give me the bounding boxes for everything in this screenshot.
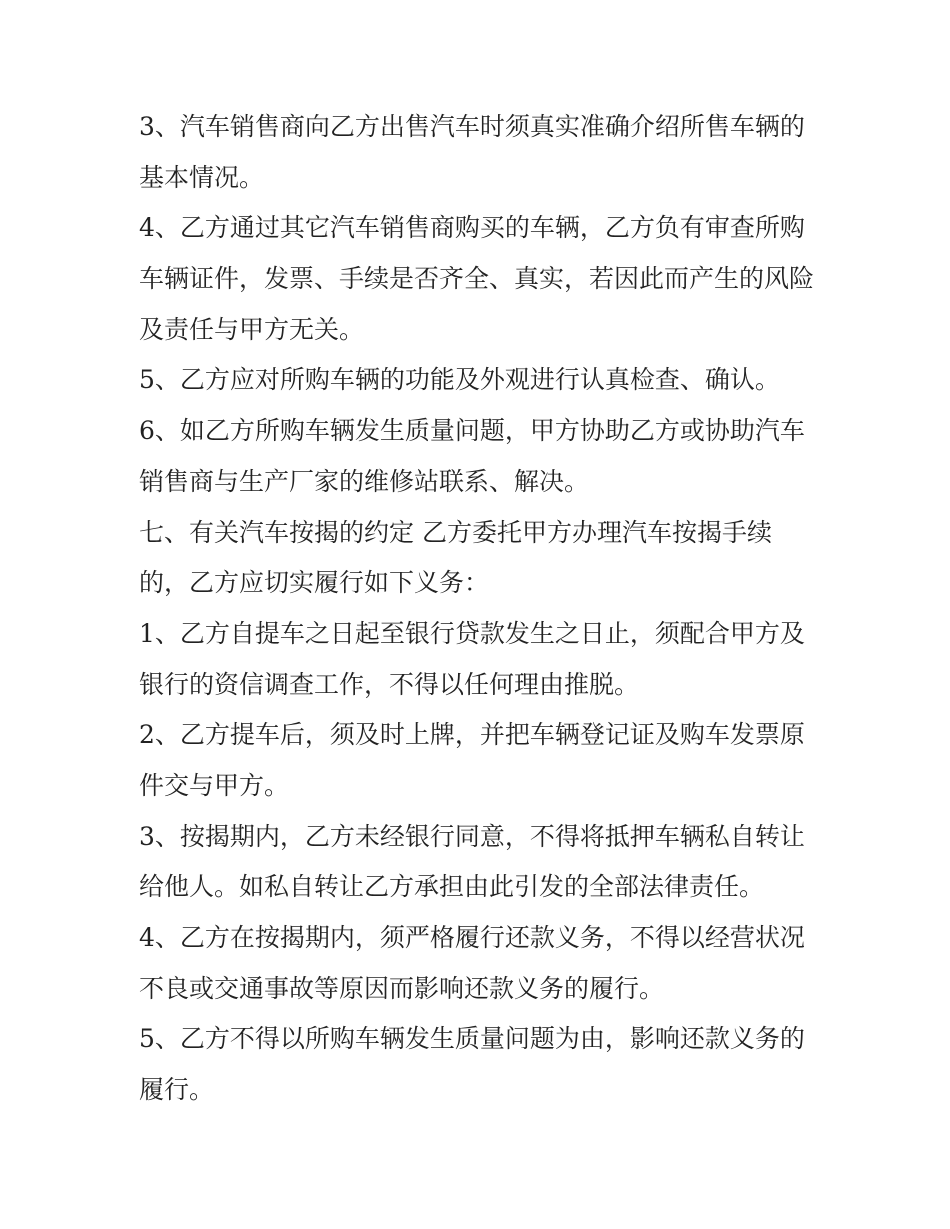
- section-heading-line: 七、有关汽车按揭的约定 乙方委托甲方办理汽车按揭手续: [139, 517, 772, 547]
- text-line: 5、乙方应对所购车辆的功能及外观进行认真检查、确认。: [139, 365, 780, 395]
- text-line: 销售商与生产厂家的维修站联系、解决。: [139, 466, 590, 496]
- text-line: 3、按揭期内，乙方未经银行同意，不得将抵押车辆私自转让: [139, 821, 805, 851]
- text-line: 车辆证件，发票、手续是否齐全、真实，若因此而产生的风险: [139, 264, 815, 294]
- text-line: 履行。: [139, 1075, 215, 1105]
- text-line: 5、乙方不得以所购车辆发生质量问题为由，影响还款义务的: [139, 1024, 805, 1054]
- text-line: 4、乙方在按揭期内，须严格履行还款义务，不得以经营状况: [139, 923, 805, 952]
- text-line: 4、乙方通过其它汽车销售商购买的车辆，乙方负有审查所购: [139, 213, 805, 243]
- text-line: 的，乙方应切实履行如下义务：: [139, 568, 490, 598]
- text-line: 及责任与甲方无关。: [139, 314, 365, 344]
- text-line: 2、乙方提车后，须及时上牌，并把车辆登记证及购车发票原: [139, 720, 805, 750]
- text-line: 6、如乙方所购车辆发生质量问题，甲方协助乙方或协助汽车: [139, 416, 805, 446]
- text-line: 1、乙方自提车之日起至银行贷款发生之日止，须配合甲方及: [139, 618, 805, 648]
- text-line: 银行的资信调查工作，不得以任何理由推脱。: [139, 669, 640, 699]
- text-line: 不良或交通事故等原因而影响还款义务的履行。: [139, 973, 665, 1003]
- text-line: 给他人。如私自转让乙方承担由此引发的全部法律责任。: [139, 872, 765, 902]
- document-body: [139, 102, 819, 1116]
- text-line: 3、汽车销售商向乙方出售汽车时须真实准确介绍所售车辆的: [139, 112, 805, 141]
- text-line: 件交与甲方。: [139, 770, 290, 800]
- text-line: 基本情况。: [139, 162, 265, 192]
